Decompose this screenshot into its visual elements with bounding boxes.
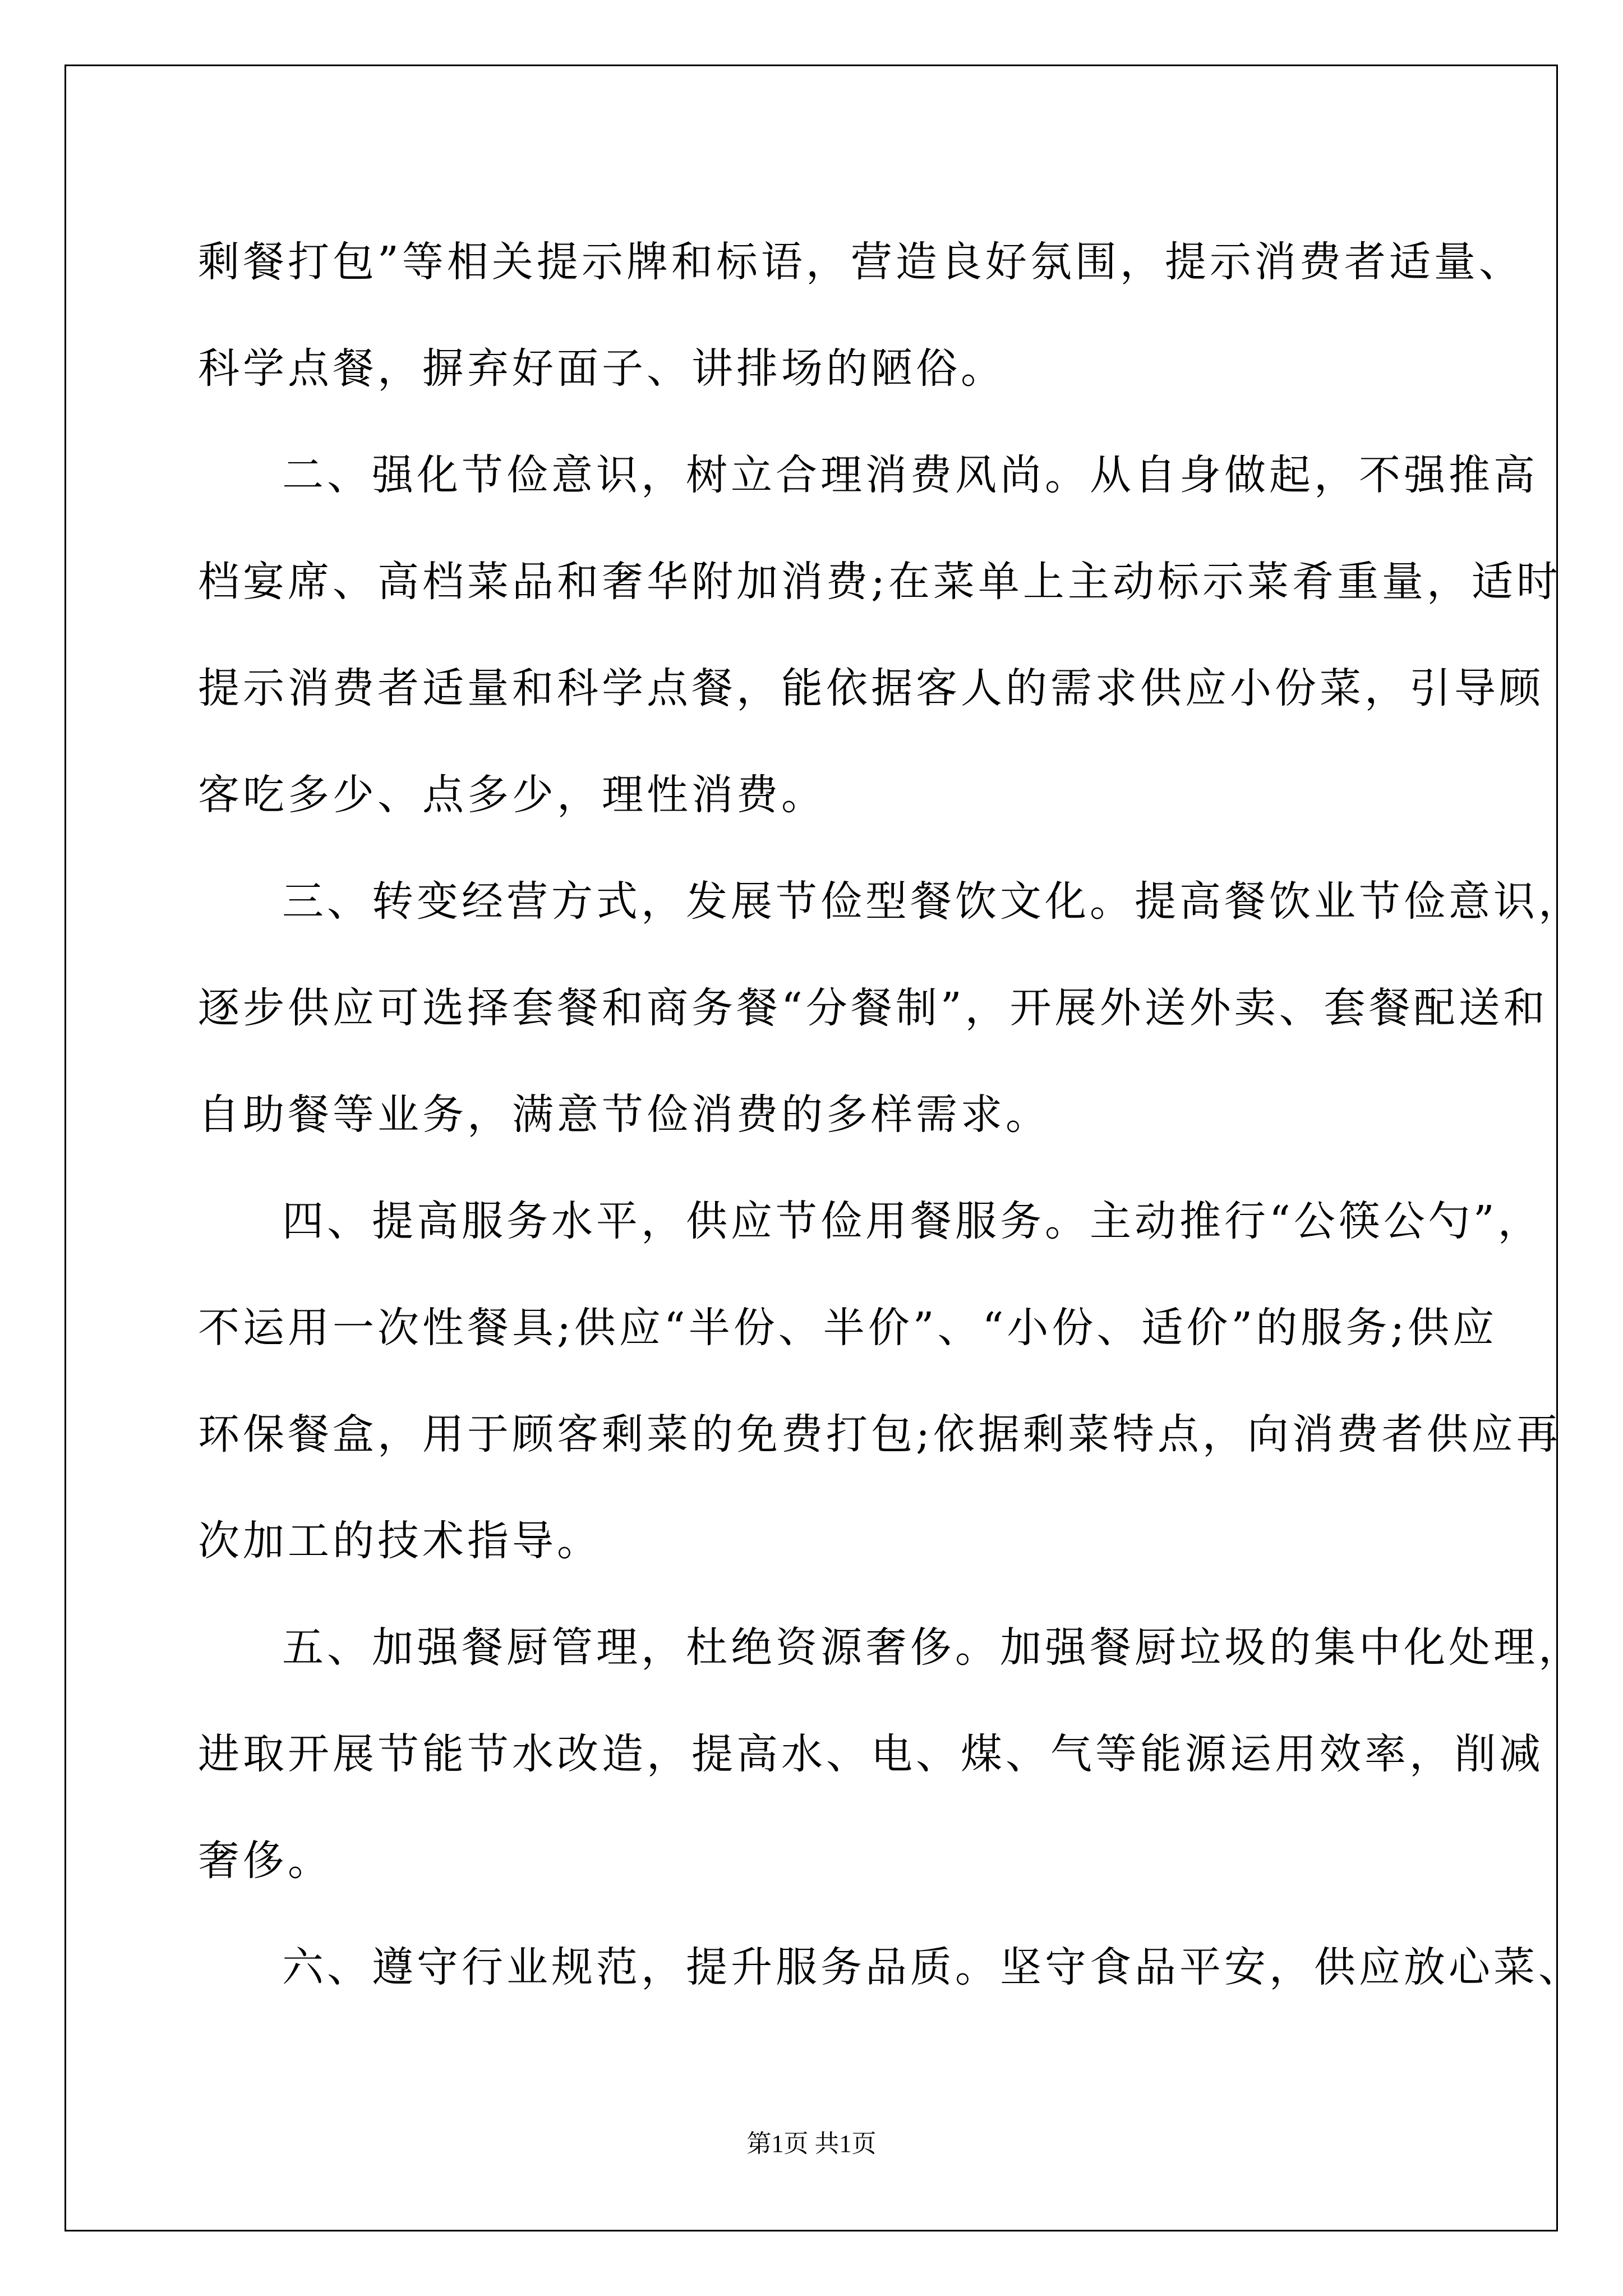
paragraph-line: 不运用一次性餐具;供应“半份、半价”、“小份、适价”的服务;供应 <box>198 1304 1498 1352</box>
paragraph-line: 档宴席、高档菜品和奢华附加消费;在菜单上主动标示菜肴重量，适时 <box>198 558 1561 606</box>
paragraph-line: 进取开展节能节水改造，提高水、电、煤、气等能源运用效率，削减 <box>198 1730 1544 1778</box>
paragraph-line: 五、加强餐厨管理，杜绝资源奢侈。加强餐厨垃圾的集中化处理， <box>282 1623 1583 1672</box>
paragraph-line: 提示消费者适量和科学点餐，能依据客人的需求供应小份菜，引导顾 <box>198 664 1544 712</box>
paragraph-line: 科学点餐，摒弃好面子、讲排场的陋俗。 <box>198 344 1006 393</box>
paragraph-line: 四、提高服务水平，供应节俭用餐服务。主动推行“公筷公勺”， <box>282 1197 1543 1245</box>
document-body <box>198 209 1583 2021</box>
paragraph-line: 自助餐等业务，满意节俭消费的多样需求。 <box>198 1091 1050 1139</box>
paragraph-line: 三、转变经营方式，发展节俭型餐饮文化。提高餐饮业节俭意识， <box>282 877 1583 926</box>
paragraph-line: 二、强化节俭意识，树立合理消费风尚。从自身做起，不强推高 <box>282 451 1538 499</box>
paragraph-line: 次加工的技术指导。 <box>198 1517 602 1565</box>
page-footer: 第1页 共1页 <box>746 2130 877 2157</box>
paragraph-line: 奢侈。 <box>198 1837 333 1885</box>
paragraph-line: 逐步供应可选择套餐和商务餐“分餐制”，开展外送外卖、套餐配送和 <box>198 984 1548 1032</box>
paragraph-line: 环保餐盒，用于顾客剩菜的免费打包;依据剩菜特点，向消费者供应再 <box>198 1410 1561 1458</box>
paragraph-line: 客吃多少、点多少，理性消费。 <box>198 771 826 819</box>
paragraph-line: 剩餐打包”等相关提示牌和标语，营造良好氛围，提示消费者适量、 <box>198 238 1524 286</box>
paragraph-line: 六、遵守行业规范，提升服务品质。坚守食品平安，供应放心菜、 <box>282 1943 1583 1991</box>
